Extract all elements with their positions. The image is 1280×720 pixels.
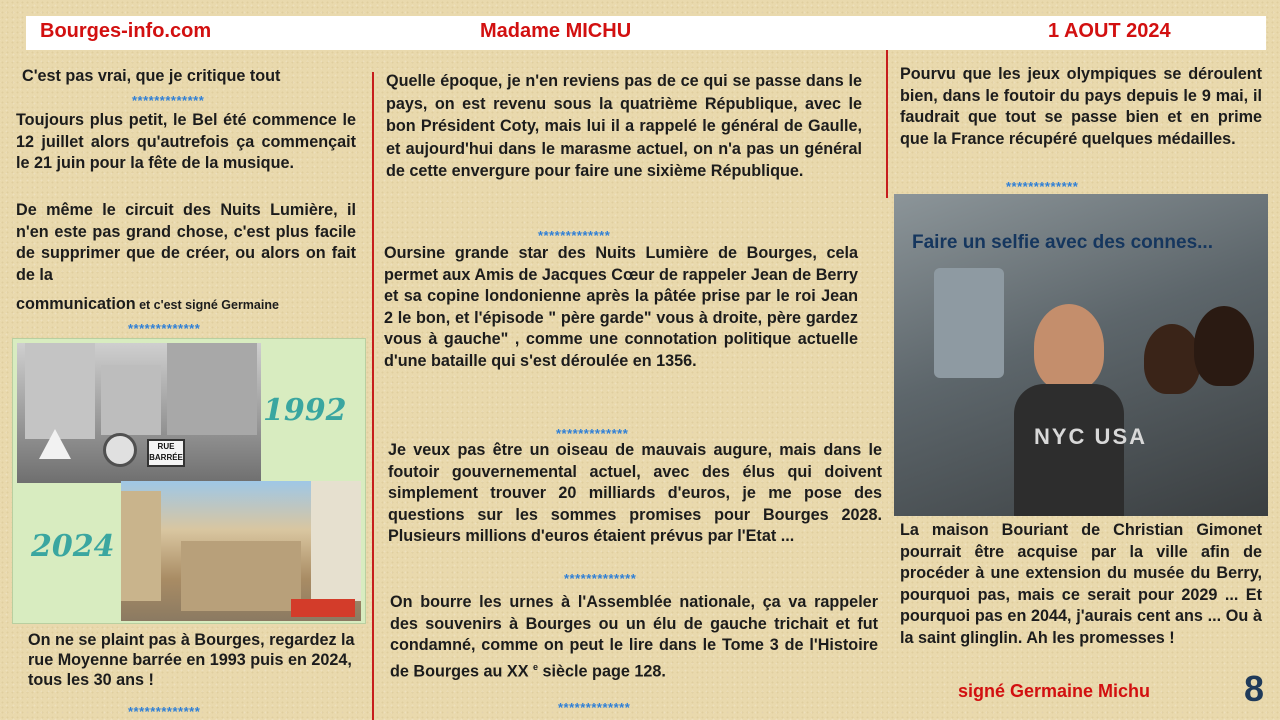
- col2-paragraph-2: Oursine grande star des Nuits Lumière de Bourges, cela permet aux Amis de Jacques Cœur de rappeler Jean de Berry et sa copine londonienne après la pâtée prise par le roi Jean 2 le bon, et l'épisode " père garde" vous à droite, père gardez vous à gauche" , comme une connotation politique actuelle d'une bataille qui s'est déroulée en 1356.: [384, 244, 858, 370]
- header-bar: [26, 16, 1266, 50]
- col2-paragraph-4: [390, 592, 878, 683]
- nyc-shirt: [1014, 384, 1124, 516]
- col1-title: C'est pas vrai, que je critique tout: [22, 67, 281, 85]
- separator-stars: *************: [132, 93, 205, 108]
- page-number: 8: [1244, 668, 1265, 709]
- col1-paragraph-1: Toujours plus petit, le Bel été commence le 12 juillet alors qu'autrefois ça commençait le 21 juin pour la fête de la musique.: [16, 111, 356, 173]
- separator-stars: *************: [128, 704, 201, 719]
- signature: signé Germaine Michu: [958, 681, 1151, 701]
- col1-paragraph-3: On ne se plaint pas à Bourges, regardez la rue Moyenne barrée en 1993 puis en 2024, tous les 30 ans !: [28, 631, 355, 689]
- separator-stars: *************: [556, 426, 629, 441]
- col3-paragraph-1: Pourvu que les jeux olympiques se déroulent bien, dans le foutoir du pays depuis le 9 mai, il faudrait que tout se passe bien et en prime que la France récupéré quelques médailles.: [900, 65, 1262, 148]
- col2-paragraph-3: Je veux pas être un oiseau de mauvais augure, mais dans le foutoir gouvernemental actuel, avec des élus qui doivent simplement trouver 20 milliards d'euros, je me pose des questions sur les sommes promises pour Bourges 2028. Plusieurs millions d'euros étaient prévus par l'Etat ...: [388, 441, 882, 546]
- rue-moyenne-photo-collage: [12, 338, 366, 624]
- column-divider-right-top: [886, 50, 888, 198]
- site-name: Bourges-info.com: [40, 20, 212, 42]
- col1-paragraph-2: De même le circuit des Nuits Lumière, il n'en este pas grand chose, c'est plus facile de supprimer que de créer, ou alors on fait de la: [16, 201, 356, 284]
- col2-paragraph-1: Quelle époque, je n'en reviens pas de ce qui se passe dans le pays, on est revenu sous la quatrième République, avec le bon Président Coty, mais lui il a rappelé le général de Gaulle, et aujourd'hui dans le marasme actuel, on n'a pas un général de cette envergure pour faire une sixième République.: [386, 72, 862, 181]
- column-divider-left: [372, 72, 374, 720]
- col2-superscript: e: [533, 661, 539, 672]
- separator-stars: *************: [1006, 179, 1079, 194]
- col2-paragraph-4-text: On bourre les urnes à l'Assemblée nationale, ça va rappeler des souvenirs à Bourges ou un élu de gauche trichait et fut condamné, comme on peut le lire dans le Tome 3 de l'Histoire de Bourges au XX: [390, 593, 878, 681]
- separator-stars: *************: [538, 228, 611, 243]
- selfie-photo: [894, 194, 1268, 516]
- photo-1992: [17, 343, 261, 483]
- shirt-print: NYC USA: [1034, 424, 1148, 449]
- road-works-sign-icon: [39, 429, 71, 459]
- col1-paragraph-2-signature: et c'est signé Germaine: [135, 298, 279, 312]
- photo-2024: [121, 481, 361, 621]
- payphone-icon: [934, 268, 1004, 378]
- person-hair: [1194, 306, 1254, 386]
- separator-stars: *************: [564, 571, 637, 586]
- person-face: [1034, 304, 1104, 390]
- separator-stars: *************: [128, 321, 201, 336]
- col3-paragraph-2: La maison Bouriant de Christian Gimonet pourrait être acquise par la ville afin de procéder à une extension du musée du Berry, pourquoi pas, mais ce serait pour 2029 ... Et pourquoi pas en 2044, j'aurais cent ans ... Ou à la saint glinglin. Ah les promesses !: [900, 521, 1262, 647]
- person-hair: [1144, 324, 1200, 394]
- author-name: Madame MICHU: [480, 20, 632, 42]
- no-entry-sign-icon: [103, 433, 137, 467]
- selfie-caption: Faire un selfie avec des connes...: [912, 232, 1213, 253]
- col2-paragraph-4-end: siècle page 128.: [542, 662, 666, 681]
- issue-date: 1 AOUT 2024: [1048, 20, 1171, 42]
- separator-stars: *************: [558, 700, 631, 715]
- col1-paragraph-2-end: [16, 294, 366, 317]
- col1-paragraph-2-word: communication: [16, 295, 136, 313]
- rue-barree-sign: RUE BARRÉE: [147, 439, 185, 467]
- year-label-2024: 2024: [31, 529, 115, 564]
- year-label-1992: 1992: [263, 393, 347, 428]
